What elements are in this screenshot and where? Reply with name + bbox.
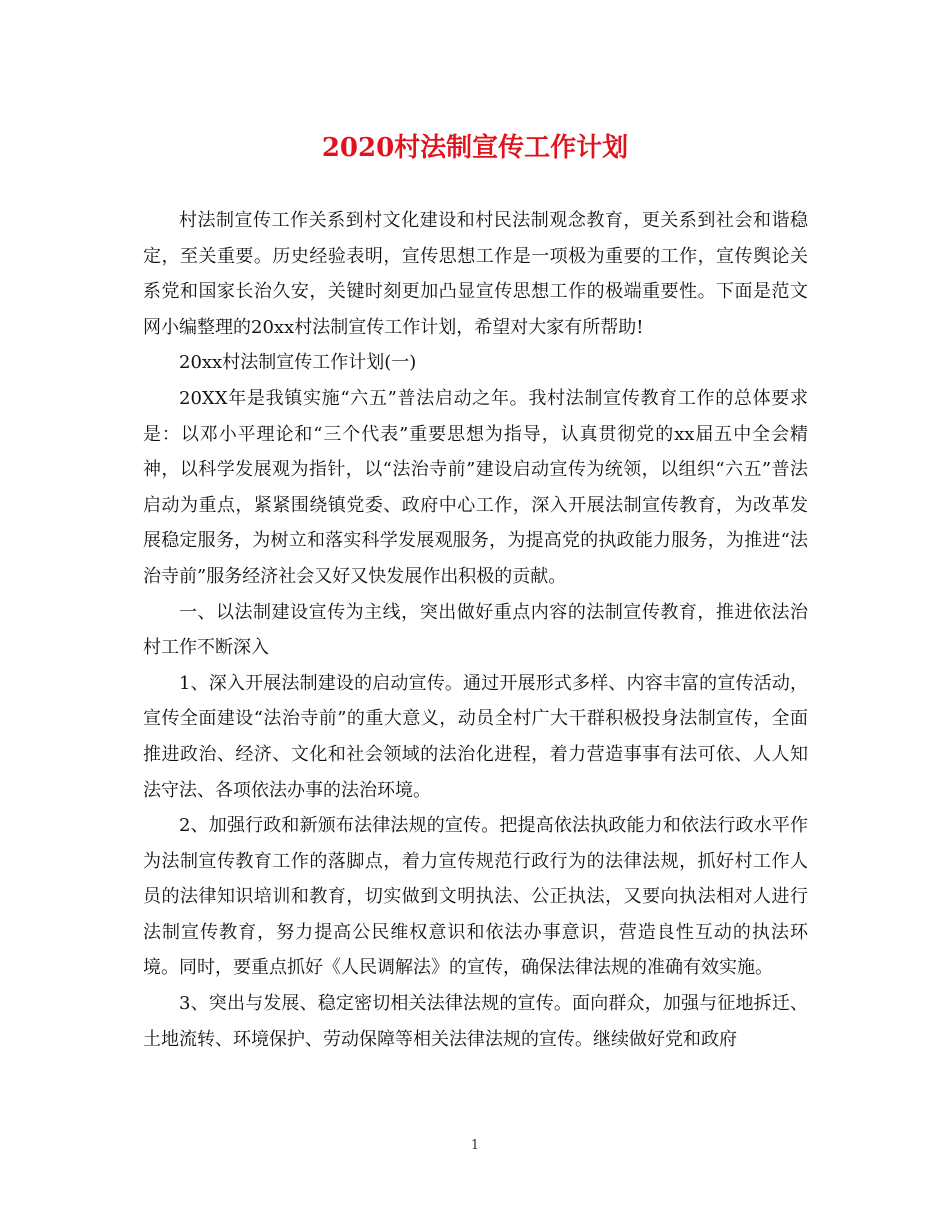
- paragraph-section-one-heading: 一、以法制建设宣传为主线，突出做好重点内容的法制宣传教育，推进依法治村工作不断深入: [143, 601, 808, 659]
- document-title: 2020村法制宣传工作计划: [321, 133, 629, 163]
- paragraph-item-3: 3、突出与发展、稳定密切相关法律法规的宣传。面向群众，加强与征地拆迁、土地流转、环境保护、劳动保障等相关法律法规的宣传。继续做好党和政府: [143, 993, 808, 1050]
- paragraph-plan-heading: 20xx村法制宣传工作计划(一): [179, 352, 417, 374]
- paragraph-intro: 村法制宣传工作关系到村文化建设和村民法制观念教育，更关系到社会和谐稳定，至关重要。历史经验表明，宣传思想工作是一项极为重要的工作，宣传舆论关系党和国家长治久安，关键时刻更加凸显宣传思想工作的极端重要性。下面是范文网小编整理的20xx村法制宣传工作计划，希望对大家有所帮助!: [143, 210, 808, 338]
- page-number: 1: [470, 1138, 480, 1153]
- paragraph-item-1: 1、深入开展法制建设的启动宣传。通过开展形式多样、内容丰富的宣传活动，宣传全面建设“法治寺前”的重大意义，动员全村广大干群积极投身法制宣传，全面推进政治、经济、文化和社会领域的法治化进程，着力营造事事有法可依、人人知法守法、各项依法办事的法治环境。: [143, 672, 808, 801]
- paragraph-overall-requirements: 20XX年是我镇实施“六五”普法启动之年。我村法制宣传教育工作的总体要求是：以邓小平理论和“三个代表”重要思想为指导，认真贯彻党的xx届五中全会精神，以科学发展观为指针，以“法治寺前”建设启动宣传为统领，以组织“六五”普法启动为重点，紧紧围绕镇党委、政府中心工作，深入开展法制宣传教育，为改革发展稳定服务，为树立和落实科学发展观服务，为提高党的执政能力服务，为推进“法治寺前”服务经济社会又好又快发展作出积极的贡献。: [143, 387, 808, 587]
- document-body: [143, 203, 808, 1057]
- paragraph-item-2: 2、加强行政和新颁布法律法规的宣传。把提高依法执政能力和依法行政水平作为法制宣传教育工作的落脚点，着力宣传规范行政行为的法律法规，抓好村工作人员的法律知识培训和教育，切实做到文明执法、公正执法，又要向执法相对人进行法制宣传教育，努力提高公民维权意识和依法办事意识，营造良性互动的执法环境。同时，要重点抓好《人民调解法》的宣传，确保法律法规的准确有效实施。: [143, 815, 808, 979]
